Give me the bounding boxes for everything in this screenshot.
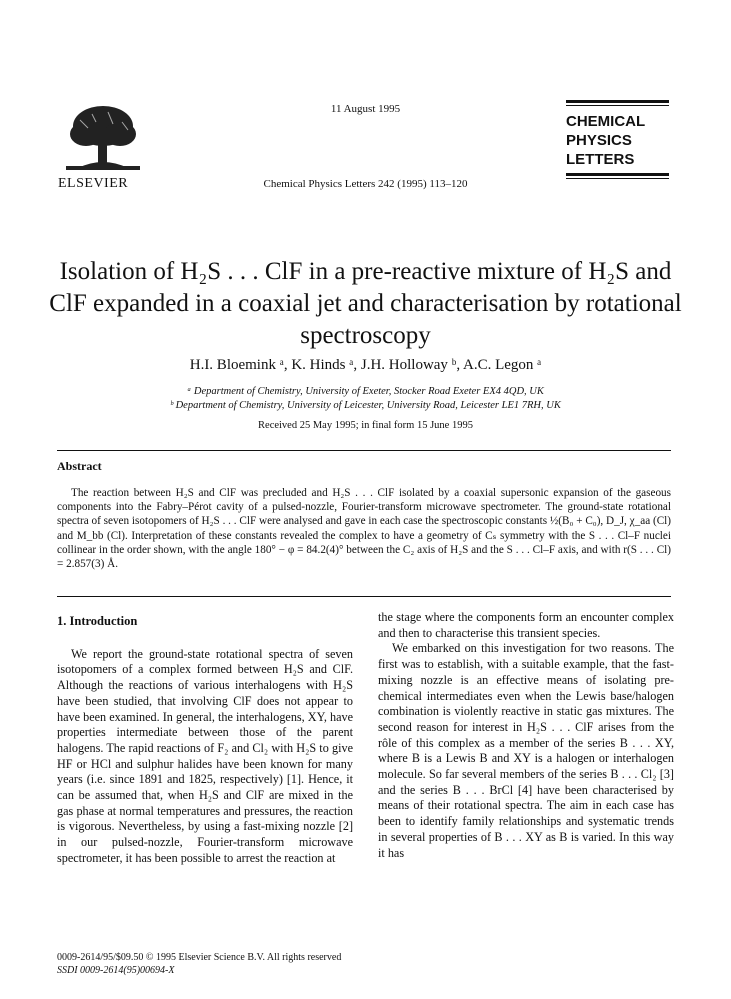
paragraph: the stage where the components form an encounter complex and then to characterise this transient species. bbox=[378, 610, 674, 640]
abstract-top-rule bbox=[57, 450, 671, 451]
author-list: H.I. Bloemink ᵃ, K. Hinds ᵃ, J.H. Holloway ᵇ, A.C. Legon ᵃ bbox=[189, 357, 542, 373]
ssdi-line: SSDI 0009-2614(95)00694-X bbox=[57, 965, 175, 976]
page-footer bbox=[57, 951, 341, 977]
abstract-body bbox=[57, 486, 671, 571]
masthead-rule bbox=[566, 178, 669, 179]
journal-masthead bbox=[566, 100, 669, 181]
affiliation-b: ᵇ Department of Chemistry, University of Leicester, University Road, Leicester LE1 7RH, UK bbox=[170, 400, 561, 411]
abstract-bottom-rule bbox=[57, 596, 671, 597]
affiliation-a: ᵃ Department of Chemistry, University of Exeter, Stocker Road Exeter EX4 4QD, UK bbox=[187, 386, 544, 397]
publisher-name: ELSEVIER bbox=[58, 176, 129, 191]
journal-name bbox=[566, 112, 669, 169]
abstract-heading: Abstract bbox=[57, 459, 102, 473]
paragraph: We embarked on this investigation for two reasons. The first was to establish, with a suitable example, that the fast-mixing nozzle is an effective means of isolating pre-chemical intermediates even when the Lewis base/halogen combination is violently reactive in static gas mixtures. The second reason for interest in H₂S . . . ClF arises from the rôle of this complex as a member of the series B . . . XY, where B is a Lewis B and XY is a halogen or interhalogen molecule. So far several members of the series B . . . Cl₂ [3] and the series B . . . BrCl [4] have been characterised by means of their rotational spectra. The aim in each case has been to identify family relationships and systematic trends in several properties of B . . . XY as B is varied. In this way it has bbox=[378, 641, 674, 860]
right-column bbox=[378, 610, 674, 861]
paragraph: We report the ground-state rotational spectra of seven isotopomers of a complex formed between H₂S and ClF. Although the reactions of various interhalogens with H₂S have been studied, that involving ClF does not appear to have been examined. In general, the interhalogens, XY, have properties intermediate between those of the parent halogens. The rapid reactions of F₂ and Cl₂ with H₂S to give HF or HCl and sulphur halides have been known for many years (i.e. since 1891 and 1825, respectively) [1]. Hence, it can be assumed that, when H₂S and ClF are mixed in the gas phase at normal temperatures and pressures, the reaction is vigorous. Nevertheless, by using a fast-mixing nozzle [2] in our pulsed-nozzle, Fourier-transform microwave spectrometer, it has been possible to arrest the reaction at bbox=[57, 646, 353, 865]
journal-name-line: LETTERS bbox=[566, 151, 635, 168]
masthead-rule bbox=[566, 100, 669, 103]
abstract-text: The reaction between H₂S and ClF was precluded and H₂S . . . ClF isolated by a coaxial supersonic expansion of the gaseous components into the Fabry–Pérot cavity of a pulsed-nozzle, Fourier-transform microwave spectrometer. The ground-state rotational spectra of seven isotopomers of H₂S . . . ClF were analysed and gave in each case the spectroscopic constants ½(B₀ + C₀), D_J, χ_aa (Cl) and M_bb (Cl). Interpretation of these constants revealed the complex to have a geometry of Cₛ symmetry with the S . . . Cl–F nuclei collinear in the order shown, with the angle 180° − φ = 84.2(4)° between the C₂ axis of H₂S and the S . . . Cl–F axis, and with r(S . . . Cl) = 2.857(3) Å. bbox=[57, 487, 671, 571]
issue-date: 11 August 1995 bbox=[330, 103, 401, 115]
copyright-line: 0009-2614/95/$09.50 © 1995 Elsevier Science B.V. All rights reserved bbox=[57, 952, 342, 963]
masthead-rule bbox=[566, 105, 669, 106]
article-title: Isolation of H₂S . . . ClF in a pre-reactive mixture of H₂S and ClF expanded in a coaxial jet and characterisation by rotational spectroscopy bbox=[49, 258, 682, 349]
journal-name-line: CHEMICAL bbox=[566, 113, 646, 130]
journal-name-line: PHYSICS bbox=[566, 132, 632, 149]
received-dates: Received 25 May 1995; in final form 15 June 1995 bbox=[258, 420, 473, 431]
journal-citation: Chemical Physics Letters 242 (1995) 113–120 bbox=[263, 178, 468, 190]
left-column bbox=[57, 614, 353, 867]
masthead-rule bbox=[566, 173, 669, 176]
section-heading: 1. Introduction bbox=[57, 614, 138, 628]
